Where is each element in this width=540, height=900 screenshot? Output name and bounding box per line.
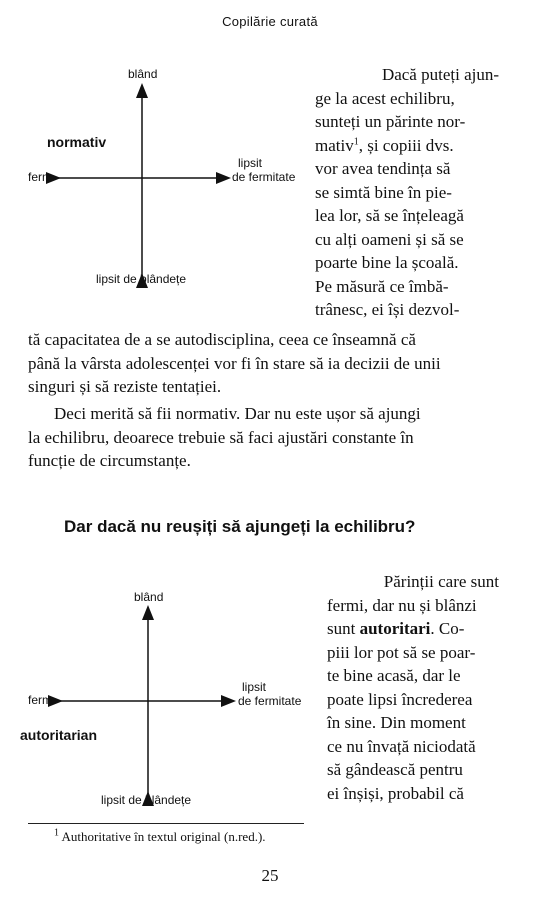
text-line: Părinții care sunt (383, 572, 499, 591)
paragraph-1-wrap (315, 63, 499, 322)
text-line: Pe măsură ce îmbă- (315, 276, 449, 296)
text-line: funcție de circumstanțe. (28, 451, 191, 470)
axis-label-top: blând (134, 590, 164, 604)
text-line: lea lor, să se înțeleagă (315, 206, 464, 225)
text-line: până la vârsta adolescenței vor fi în stare să ia decizii de unii (28, 353, 441, 373)
axis-label-right-1: lipsit (238, 156, 263, 170)
paragraph-1-continuation (28, 328, 500, 399)
text-line: în sine. Din moment (327, 713, 466, 732)
section-heading: Dar dacă nu reușiți să ajungeți la echilibru? (64, 517, 416, 536)
paragraph-3 (327, 570, 499, 805)
text-line: la echilibru, deoarece trebuie să faci ajustări constante în (28, 427, 414, 447)
text-line: sunteți un părinte nor- (315, 112, 466, 131)
text-line: poate lipsi încrederea (327, 689, 473, 709)
text-line: ge la acest echilibru, (315, 88, 455, 108)
axis-label-right-2: de fermitate (232, 170, 296, 184)
text-line: fermi, dar nu și blânzi (327, 595, 477, 615)
axis-label-left: ferm (28, 170, 52, 184)
key-term: autoritari (359, 619, 431, 638)
text-line: te bine acasă, dar le (327, 666, 461, 685)
text-line: se simtă bine în pie- (315, 182, 452, 202)
text-line: mativ$^1$, și copiii dvs. (315, 135, 454, 155)
footnote-text: Authoritative în textul original (n.red.). (61, 829, 266, 844)
text-line: poarte bine la școală. (315, 253, 459, 272)
footnote-divider (28, 823, 304, 824)
quadrant-label: normativ (47, 134, 107, 150)
axis-label-bottom: lipsit de blândețe (101, 793, 192, 807)
text-line: Deci merită să fii normativ. Dar nu este ușor să ajungi (54, 404, 421, 423)
axis-label-left: ferm (28, 693, 52, 707)
text-line: trânesc, ei își dezvol- (315, 300, 460, 319)
footnote-mark: 1 (353, 135, 359, 147)
text-line: ce nu învață niciodată (327, 736, 476, 756)
text-line: vor avea tendința să (315, 159, 451, 178)
page-number: 25 (261, 866, 279, 885)
parenting-axes-diagram-authoritarian (0, 582, 320, 817)
running-header: Copilărie curată (222, 14, 318, 29)
text-line: singuri și să reziste tentației. (28, 377, 222, 396)
text-line: sunt autoritari. Co- (327, 619, 465, 638)
text-line: Dacă puteți ajun- (381, 65, 499, 84)
footnote (54, 829, 266, 845)
axis-label-top: blând (128, 67, 158, 81)
text-line: ei înșiși, probabil că (327, 783, 464, 803)
quadrant-label: autoritarian (20, 727, 98, 743)
text-line: cu alți oameni și să se (315, 229, 464, 249)
text-line: să gândească pentru (327, 760, 463, 779)
axis-label-bottom: lipsit de blândețe (96, 272, 187, 286)
paragraph-2 (28, 402, 500, 473)
text-line: piii lor pot să se poar- (327, 642, 476, 662)
footnote-number: 1 (54, 827, 59, 839)
parenting-axes-diagram-normative (0, 60, 320, 300)
axis-label-right-2: de fermitate (238, 694, 302, 708)
text-line: tă capacitatea de a se autodisciplina, ceea ce înseamnă că (28, 330, 416, 349)
axis-label-right-1: lipsit (242, 680, 267, 694)
